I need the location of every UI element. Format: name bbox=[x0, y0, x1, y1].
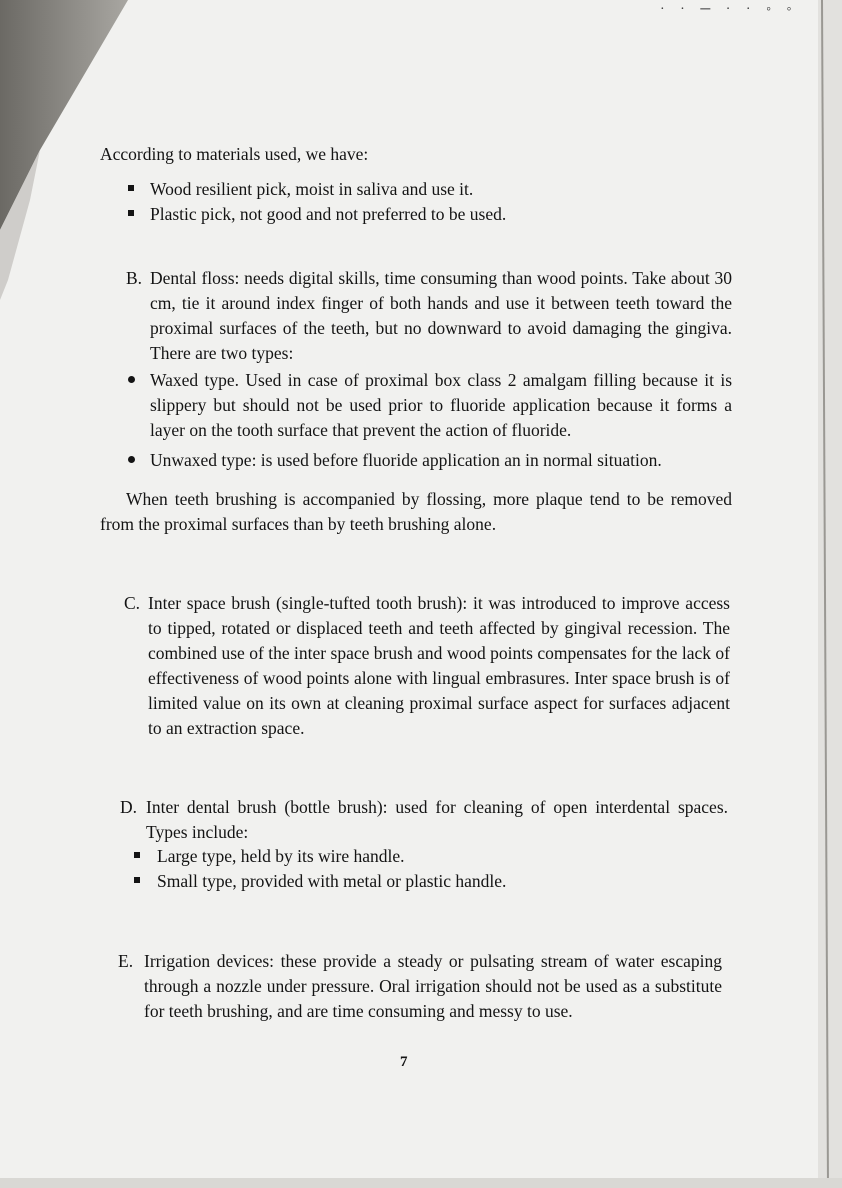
bullet-square bbox=[128, 185, 134, 191]
bullet-dot bbox=[128, 376, 135, 383]
section-b-note: When teeth brushing is accompanied by flossing, more plaque tend to be removed from the proximal surfaces than by teeth brushing alone. bbox=[100, 489, 732, 534]
bullet-square bbox=[134, 852, 140, 858]
section-b-label: B. bbox=[126, 268, 143, 288]
bullet-square bbox=[128, 210, 134, 216]
page-number: 7 bbox=[400, 1054, 408, 1070]
section-b-bullet-1: Waxed type. Used in case of proximal box class 2 amalgam filling because it is slippery but should not be used prior to fluoride application because it forms a layer on the tooth surface that prevent the action of fluoride. bbox=[150, 370, 732, 440]
section-b-text: Dental floss: needs digital skills, time consuming than wood points. Take about 30 cm, tie it around index finger of both hands and use it between teeth toward the proximal surfaces of the teeth, but no downward to avoid damaging the gingiva. There are two types: bbox=[150, 268, 732, 363]
section-e-label: E. bbox=[118, 951, 134, 971]
section-d-bullet-2: Small type, provided with metal or plastic handle. bbox=[157, 871, 507, 891]
scan-marks: · · ─ · · ◦ ◦ bbox=[660, 2, 798, 17]
section-d-bullet-1: Large type, held by its wire handle. bbox=[157, 846, 405, 866]
section-b-bullet-2: Unwaxed type: is used before fluoride application an in normal situation. bbox=[150, 450, 662, 470]
section-e-text: Irrigation devices: these provide a steady or pulsating stream of water escaping through a nozzle under pressure. Oral irrigation should not be used as a substitute for teeth brushing, and are time consuming and messy to use. bbox=[144, 951, 722, 1021]
section-d-text: Inter dental brush (bottle brush): used for cleaning of open interdental spaces. Types include: bbox=[146, 797, 728, 842]
intro-text: According to materials used, we have: bbox=[100, 144, 369, 164]
section-c-text: Inter space brush (single-tufted tooth brush): it was introduced to improve access to tipped, rotated or displaced teeth and teeth affected by gingival recession. The combined use of the inter space brush and wood points compensates for the lack of effectiveness of wood points alone with lingual embrasures. Inter space brush is of limited value on its own at cleaning proximal surface aspect for surfaces adjacent to an extraction space. bbox=[148, 593, 730, 738]
section-d-label: D. bbox=[120, 797, 138, 817]
bullet-square bbox=[134, 877, 140, 883]
intro-bullet-2: Plastic pick, not good and not preferred to be used. bbox=[150, 204, 507, 224]
section-c-label: C. bbox=[124, 593, 141, 613]
bullet-dot bbox=[128, 456, 135, 463]
right-edge-shadow bbox=[818, 0, 842, 1188]
bottom-edge-shadow bbox=[0, 1178, 842, 1188]
intro-bullet-1: Wood resilient pick, moist in saliva and use it. bbox=[150, 179, 474, 199]
